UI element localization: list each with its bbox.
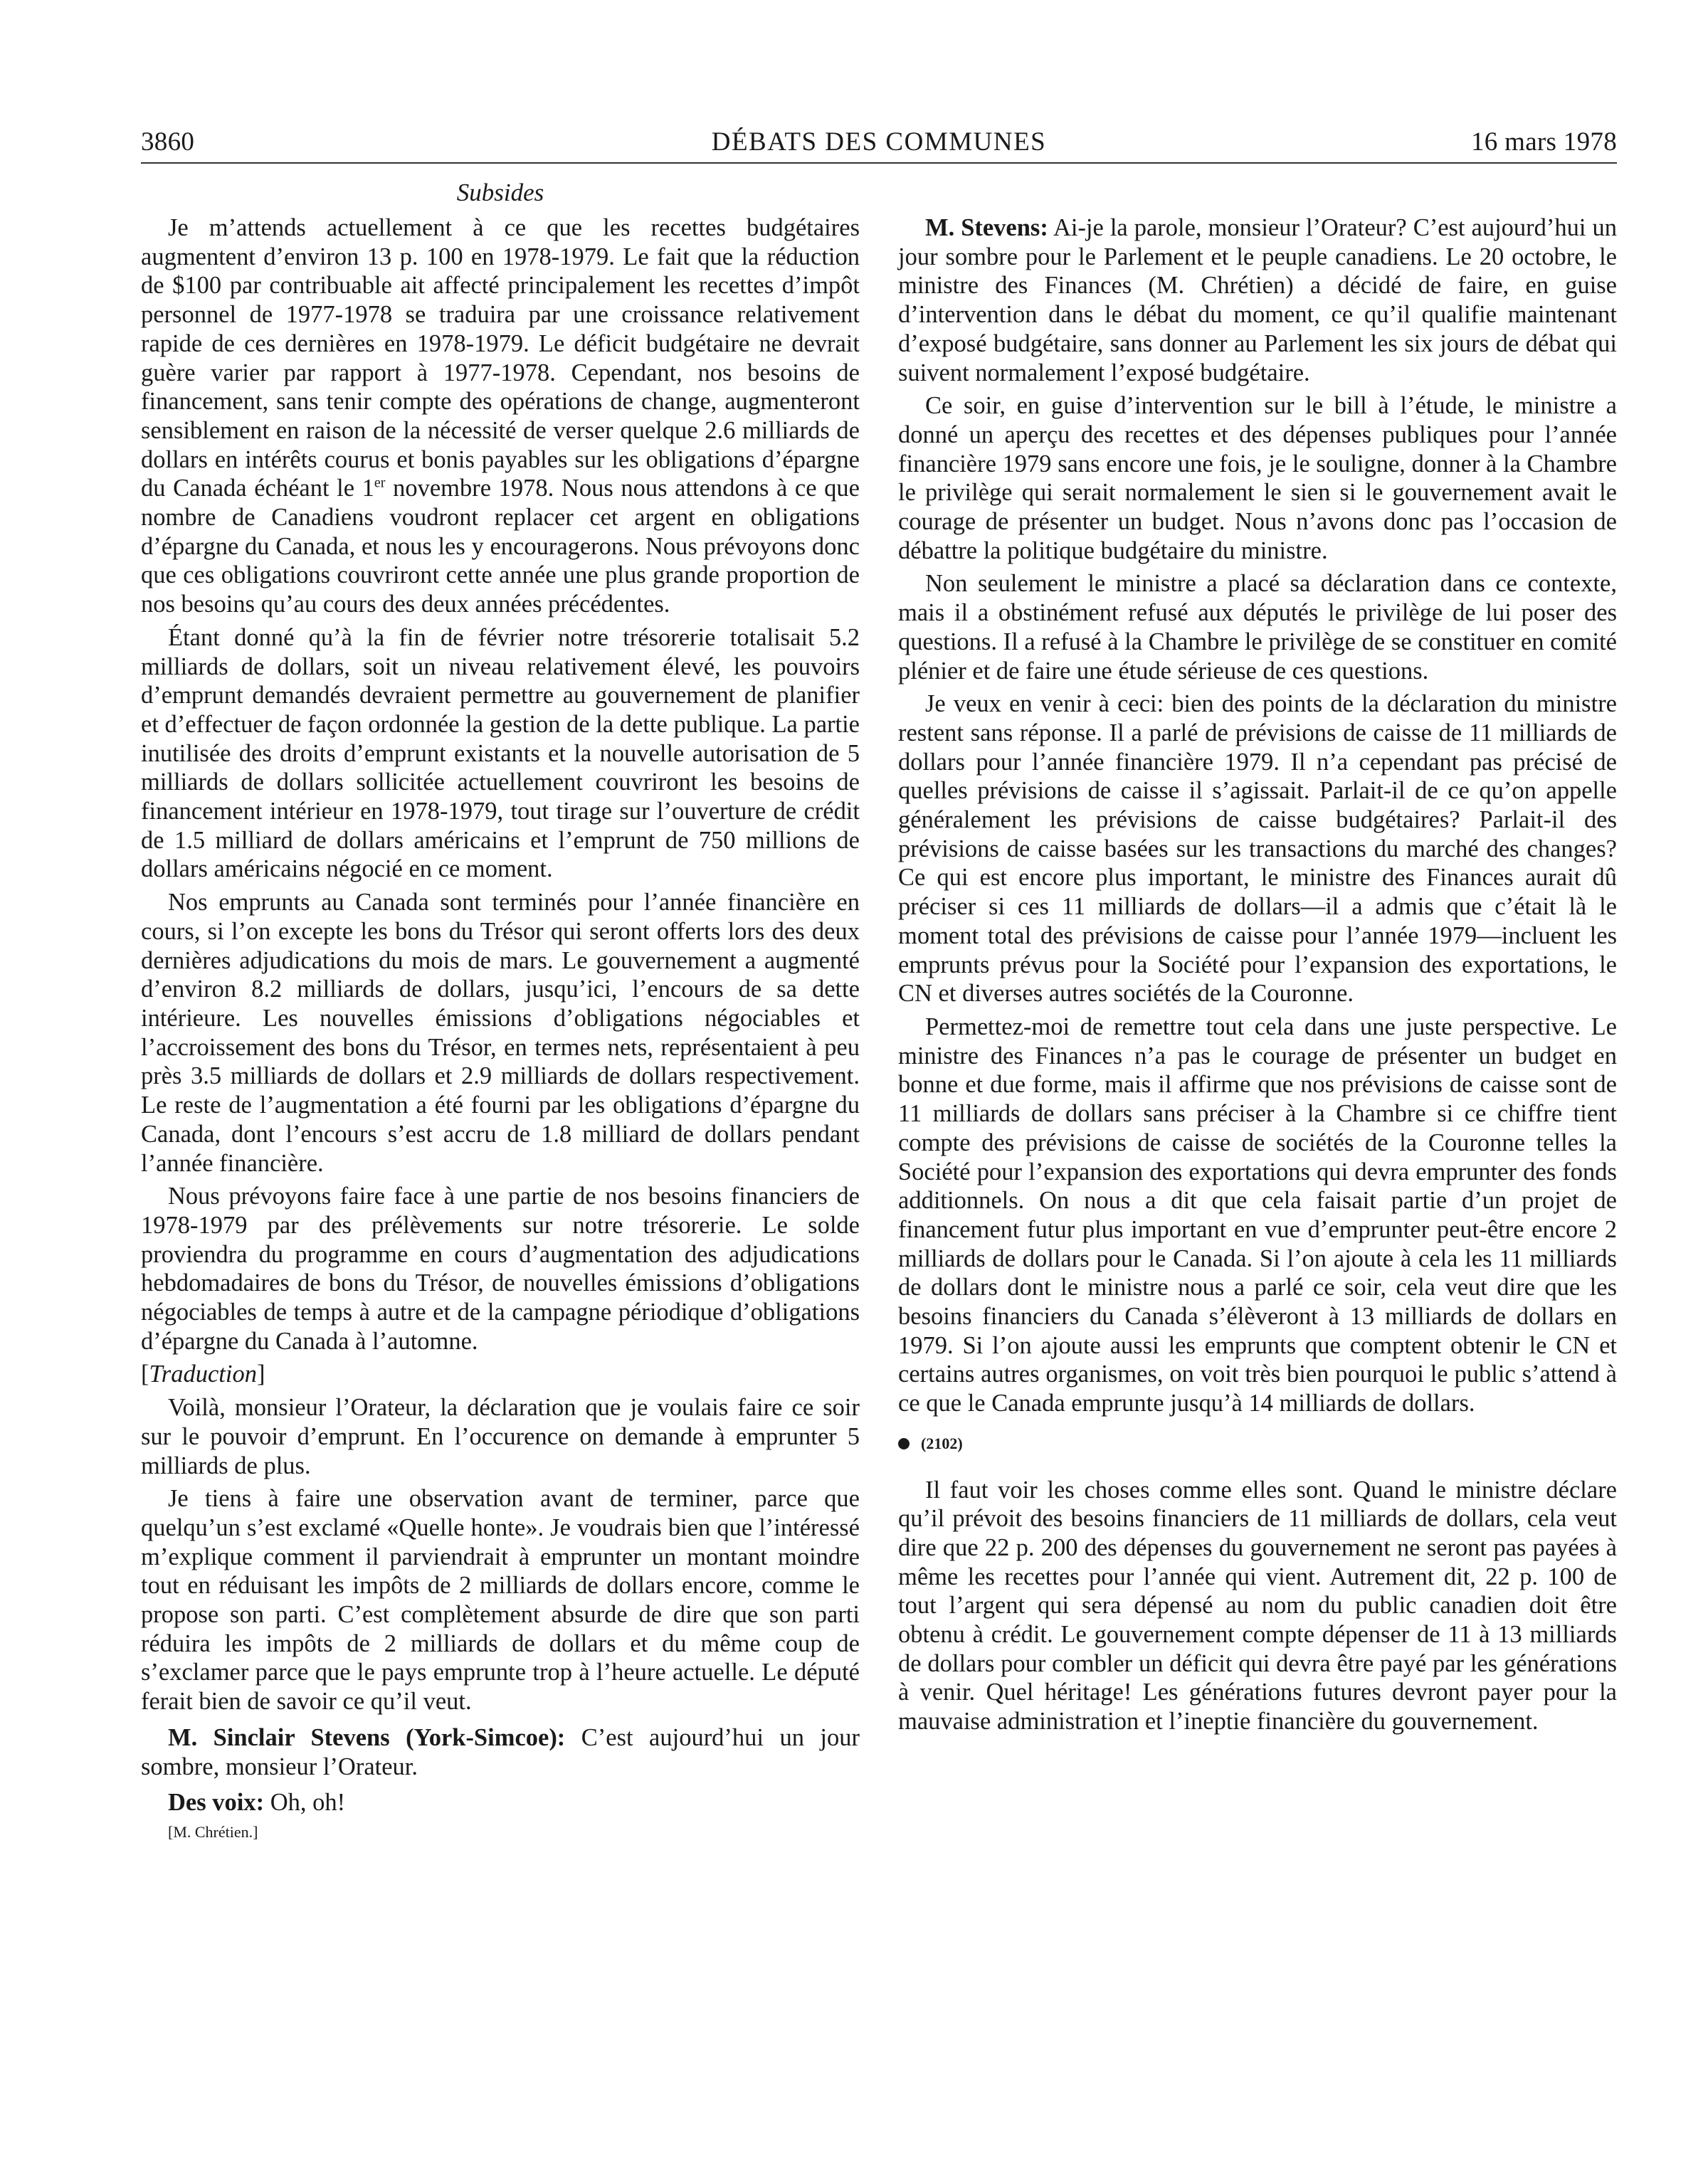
right-column (898, 213, 1617, 1740)
paragraph: Nous prévoyons faire face à une partie de nos besoins financiers de 1978-1979 par des prélèvements sur notre trésorerie. Le solde proviendra du programme en cours d’augmentation des adjudications hebdomadaires de bons du Trésor, de nouvelles émissions d’obligations négociables de temps à autre et de la campagne périodique d’obligations d’épargne du Canada à l’automne. (141, 1183, 860, 1355)
translation-tag: [Traduction] (141, 1361, 265, 1388)
bullet-icon (898, 1438, 910, 1449)
left-column (141, 213, 860, 1847)
paragraph: Permettez-moi de remettre tout cela dans une juste perspective. Le ministre des Finances n’a pas le courage de présenter un budget en bonne et due forme, mais il affirme que nos prévisions de caisse sont de 11 milliards de dollars sans préciser à la Chambre si ce chiffre tient compte des prévisions de caisse de sociétés de la Couronne telles la Société pour l’expansion des exportations qui devra emprunter des fonds additionnels. On nous a dit que cela faisait partie d’un projet de financement futur plus important en vue d’emprunter peut-être encore 2 milliards de dollars pour le Canada. Si l’on ajoute à cela les 11 milliards de dollars dont le ministre nous a parlé ce soir, cela veut dire que les besoins financiers du Canada s’élèveront à 13 milliards de dollars en 1979. Si l’on ajoute aussi les emprunts que comptent obtenir le CN et certains autres organismes, on voit très bien pourquoi le public s’attend à ce que le Canada emprunte jusqu’à 14 milliards de dollars. (898, 1013, 1617, 1417)
paragraph: Étant donné qu’à la fin de février notre trésorerie totalisait 5.2 milliards de dollars, soit un niveau relativement élevé, les pouvoirs d’emprunt demandés devraient permettre au gouvernement de planifier et d’effectuer de façon ordonnée la gestion de la dette publique. La partie inutilisée des droits d’emprunt existants et la nouvelle autorisation de 5 milliards de dollars sollicitée actuellement couvriront les besoins de financement intérieur en 1978-1979, tout tirage sur l’ouverture de crédit de 1.5 milliard de dollars américains et l’emprunt de 750 millions de dollars américains négocié en ce moment. (141, 623, 860, 883)
page-header (141, 125, 1617, 164)
superscript: er (374, 475, 386, 491)
speaker-reference: [M. Chrétien.] (168, 1822, 258, 1841)
speech: Des voix: Oh, oh! (168, 1789, 346, 1817)
paragraph: Voilà, monsieur l’Orateur, la déclaration que je voulais faire ce soir sur le pouvoir d’emprunt. En l’occurence on demande à emprunter 5 milliards de plus. (141, 1394, 860, 1479)
page-number: 3860 (141, 127, 195, 157)
page-date: 16 mars 1978 (1470, 127, 1617, 157)
speaker-name: Des voix: (168, 1789, 265, 1817)
publication-title: DÉBATS DES COMMUNES (711, 127, 1047, 157)
speaker-name: M. Sinclair Stevens (York-Simcoe): (168, 1723, 566, 1751)
speech: M. Stevens: Ai-je la parole, monsieur l’Orateur? C’est aujourd’hui un jour sombre pour le Parlement et le peuple canadiens. Le 20 octobre, le ministre des Finances (M. Chrétien) a décidé de faire, en guise d’intervention dans le débat du moment, ce qu’il qualifie maintenant d’exposé budgétaire, sans donner au Parlement les six jours de débat qui suivent normalement l’exposé budgétaire. (898, 214, 1617, 386)
time-label: (2102) (921, 1434, 963, 1452)
paragraph: Je tiens à faire une observation avant de terminer, parce que quelqu’un s’est exclamé «Quelle honte». Je voudrais bien que l’intéressé m’explique comment il parviendrait à emprunter un montant moindre tout en réduisant les impôts de 2 milliards de dollars encore, comme le propose son parti. C’est complètement absurde de dire que son parti réduira les impôts de 2 milliards de dollars et du même coup de s’exclamer parce que le pays emprunte trop à l’heure actuelle. Le député ferait bien de savoir ce qu’il veut. (141, 1485, 860, 1716)
speaker-name: M. Stevens: (925, 214, 1048, 241)
paragraph: Il faut voir les choses comme elles sont. Quand le ministre déclare qu’il prévoit des besoins financiers de 11 milliards de dollars, cela veut dire que 22 p. 200 des dépenses du gouvernement ne seront pas payées à même les recettes pour l’année qui vient. Autrement dit, 22 p. 100 de tout l’argent qui sera dépensé au nom du public canadien doit être obtenu à crédit. Le gouvernement compte dépenser de 11 à 13 milliards de dollars pour combler un déficit qui devra être payé par les générations à venir. Quel héritage! Les générations futures devront payer pour la mauvaise administration et l’ineptie financière du gouvernement. (898, 1476, 1617, 1736)
speech: M. Sinclair Stevens (York-Simcoe): C’est aujourd’hui un jour sombre, monsieur l’Orateur. (141, 1723, 860, 1780)
section-title: Subsides (456, 179, 544, 206)
paragraph: Ce soir, en guise d’intervention sur le bill à l’étude, le ministre a donné un aperçu des recettes et des dépenses publiques pour l’année financière 1979 sans encore une fois, je le souligne, donner à la Chambre le privilège qui serait normalement le sien si le gouvernement avait le courage de présenter un budget. Nous n’avons donc pas l’occasion de débattre la politique budgétaire du ministre. (898, 392, 1617, 564)
paragraph: Je veux en venir à ceci: bien des points de la déclaration du ministre restent sans réponse. Il a parlé de prévisions de caisse de 11 milliards de dollars pour l’année financière 1979. Il n’a cependant pas précisé de quelles prévisions de caisse il s’agissait. Parlait-il de ce qu’on appelle généralement les prévisions de caisse budgétaires? Parlait-il des prévisions de caisse basées sur les transactions du marché des changes? Ce qui est encore plus important, le ministre des Finances aurait dû préciser si ces 11 milliards de dollars—il a admis que c’était là le moment total des prévisions de caisse pour l’année 1979—incluent les emprunts prévus pour la Société pour l’expansion des exportations, le CN et diverses autres sociétés de la Couronne. (898, 690, 1617, 1008)
time-marker (898, 1430, 1617, 1459)
paragraph: Non seulement le ministre a placé sa déclaration dans ce contexte, mais il a obstinément refusé aux députés le privilège de lui poser des questions. Il a refusé à la Chambre le privilège de se constituer en comité plénier et de faire une étude sérieuse de ces questions. (898, 570, 1617, 685)
paragraph: Je m’attends actuellement à ce que les recettes budgétaires augmentent d’environ 13 p. 100 en 1978-1979. Le fait que la réduction de $100 par contribuable ait affecté principalement les recettes d’impôt personnel de 1977-1978 se traduira par une croissance relativement rapide de ces dernières en 1978-1979. Le déficit budgétaire ne devrait guère varier par rapport à 1977-1978. Cependant, nos besoins de financement, sans tenir compte des opérations de change, augmenteront sensiblement en raison de la nécessité de verser quelque 2.6 milliards de dollars en intérêts courus et bonis payables sur les obligations d’épargne du Canada échéant le 1er novembre 1978. Nous nous attendons à ce que nombre de Canadiens voudront replacer cet argent en obligations d’épargne du Canada, et nous les y encouragerons. Nous prévoyons donc que ces obligations couvriront cette année une plus grande proportion de nos besoins qu’au cours des deux années précédentes. (141, 214, 860, 618)
paragraph: Nos emprunts au Canada sont terminés pour l’année financière en cours, si l’on excepte les bons du Trésor qui seront offerts lors des deux dernières adjudications du mois de mars. Le gouvernement a augmenté d’environ 8.2 milliards de dollars, jusqu’ici, l’encours de sa dette intérieure. Les nouvelles émissions d’obligations négociables et l’accroissement des bons du Trésor, en termes nets, représentaient à peu près 3.5 milliards de dollars et 2.9 milliards de dollars respectivement. Le reste de l’augmentation a été fourni par les obligations d’épargne du Canada, dont l’encours s’est accru de 1.8 milliard de dollars pendant l’année financière. (141, 889, 860, 1177)
